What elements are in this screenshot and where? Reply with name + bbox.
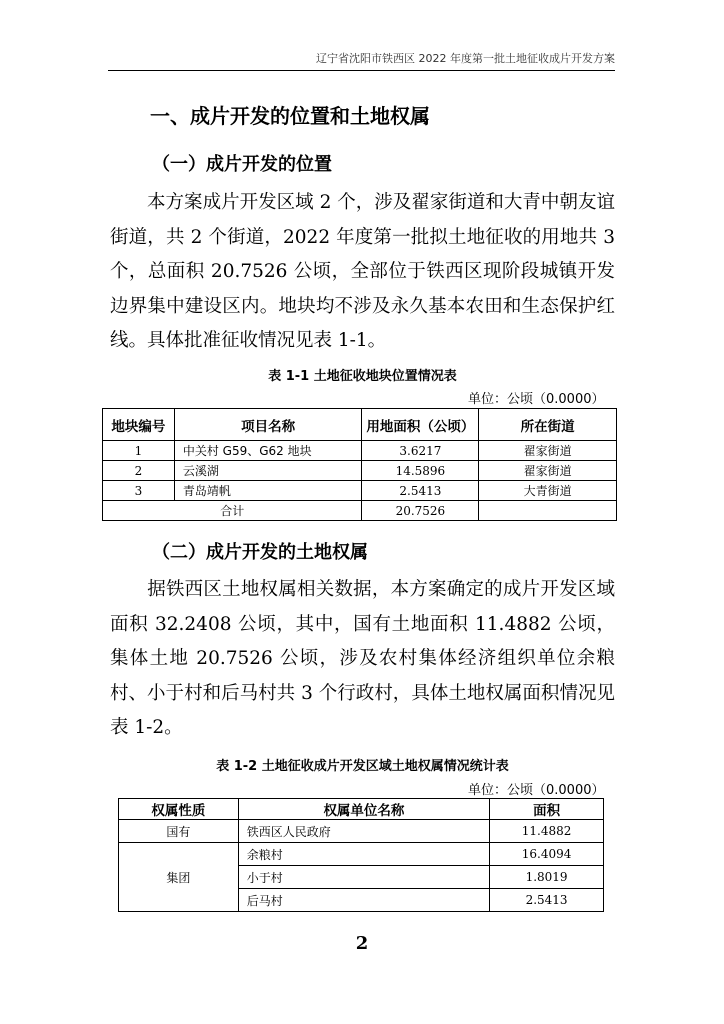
location-paragraph: 本方案成片开发区域 2 个，涉及翟家街道和大青中朝友谊街道，共 2 个街道，2022 年度第一批拟土地征收的用地共 3 个，总面积 20.7526 公顷，全部位于铁西区现阶段城镇开发边界集中建设区内。地块均不涉及永久基本农田和生态保护红线。具体批准征收情况见表 1-1。 bbox=[110, 192, 615, 351]
subsection-heading-location: （一）成片开发的位置 bbox=[152, 154, 332, 175]
table-row bbox=[103, 481, 617, 501]
table2-caption: 表 1-2 土地征收成片开发区域土地权属情况统计表 bbox=[216, 759, 509, 774]
table2-header-cell: 权属单位名称 bbox=[238, 799, 489, 820]
table1-cell: 14.5896 bbox=[362, 461, 479, 481]
table1-header-cell: 所在街道 bbox=[479, 409, 617, 441]
table-row bbox=[119, 820, 604, 843]
table2-unit-name: 铁西区人民政府 bbox=[238, 820, 489, 843]
section-heading: 一、成片开发的位置和土地权属 bbox=[150, 104, 430, 128]
table1-cell: 2 bbox=[103, 461, 175, 481]
table2-area: 2.5413 bbox=[490, 889, 604, 912]
table-row bbox=[119, 843, 604, 866]
table1-cell: 翟家街道 bbox=[479, 441, 617, 461]
table1-total-area: 20.7526 bbox=[362, 501, 479, 521]
table1-header-cell: 项目名称 bbox=[174, 409, 362, 441]
table1-cell: 中关村 G59、G62 地块 bbox=[174, 441, 362, 461]
ownership-paragraph: 据铁西区土地权属相关数据，本方案确定的成片开发区域面积 32.2408 公顷，其中，国有土地面积 11.4882 公顷，集体土地 20.7526 公顷，涉及农村集体经济组织单位余粮村、小于村和后马村共 3 个行政村，具体土地权属面积情况见表 1-2。 bbox=[110, 579, 615, 738]
table1-cell: 青岛靖帆 bbox=[174, 481, 362, 501]
table1-cell: 翟家街道 bbox=[479, 461, 617, 481]
table-row bbox=[103, 441, 617, 461]
table2-nature-state: 国有 bbox=[119, 820, 239, 843]
table1-total-street bbox=[479, 501, 617, 521]
table1-cell: 3 bbox=[103, 481, 175, 501]
table2-ownership bbox=[118, 798, 604, 912]
table1-cell: 大青街道 bbox=[479, 481, 617, 501]
table2-unit: 单位：公顷（0.0000） bbox=[468, 783, 605, 798]
table1-cell: 2.5413 bbox=[362, 481, 479, 501]
table2-area: 11.4882 bbox=[490, 820, 604, 843]
page-number: 2 bbox=[355, 933, 369, 954]
table1-cell: 3.6217 bbox=[362, 441, 479, 461]
table-row bbox=[103, 461, 617, 481]
table1-unit: 单位：公顷（0.0000） bbox=[468, 392, 605, 407]
page-header: 辽宁省沈阳市铁西区 2022 年度第一批土地征收成片开发方案 bbox=[108, 50, 615, 71]
table2-nature-collective: 集团 bbox=[119, 843, 239, 912]
table2-header-cell: 面积 bbox=[490, 799, 604, 820]
table1-total-label: 合计 bbox=[103, 501, 362, 521]
table2-header-row bbox=[119, 799, 604, 820]
table2-unit-name: 余粮村 bbox=[238, 843, 489, 866]
subsection-heading-ownership: （二）成片开发的土地权属 bbox=[152, 542, 368, 563]
table1-total-row bbox=[103, 501, 617, 521]
table1-caption: 表 1-1 土地征收地块位置情况表 bbox=[268, 369, 457, 384]
table2-unit-name: 小于村 bbox=[238, 866, 489, 889]
table2-area: 16.4094 bbox=[490, 843, 604, 866]
table1-header-cell: 用地面积（公顷） bbox=[362, 409, 479, 441]
table1-parcel-locations bbox=[102, 408, 617, 521]
table1-header-row bbox=[103, 409, 617, 441]
table1-header-cell: 地块编号 bbox=[103, 409, 175, 441]
table2-header-cell: 权属性质 bbox=[119, 799, 239, 820]
table1-cell: 1 bbox=[103, 441, 175, 461]
table1-cell: 云溪湖 bbox=[174, 461, 362, 481]
table2-unit-name: 后马村 bbox=[238, 889, 489, 912]
table2-area: 1.8019 bbox=[490, 866, 604, 889]
